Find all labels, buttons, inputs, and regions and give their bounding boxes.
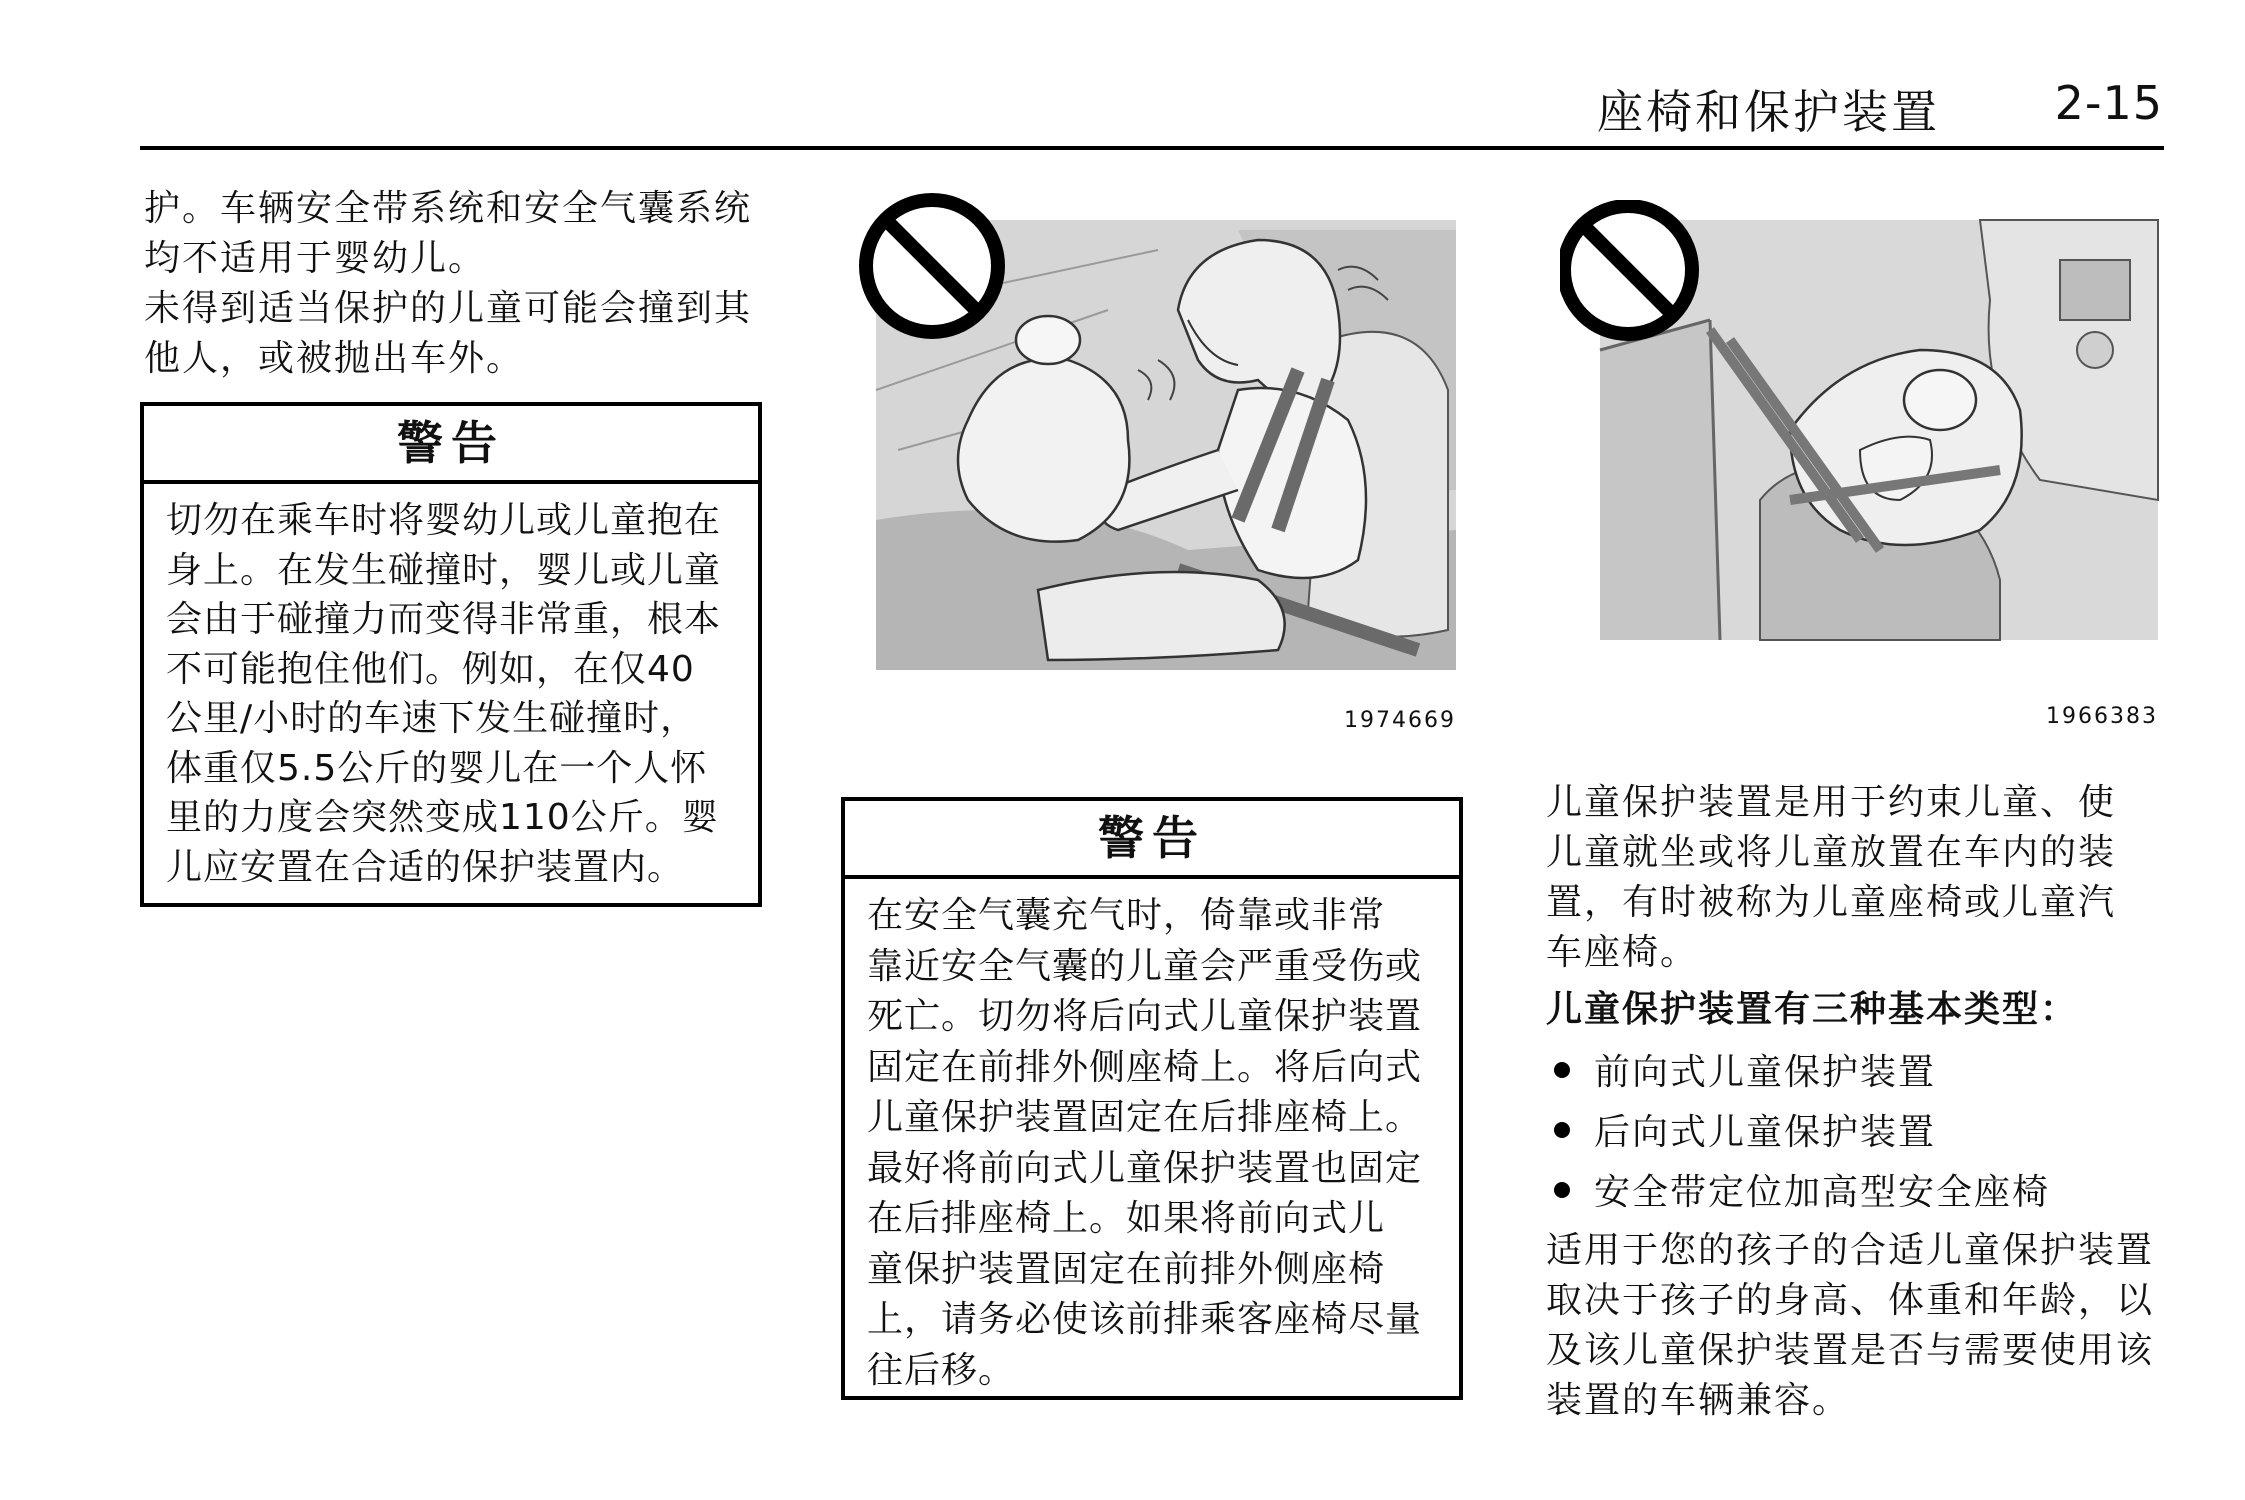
illustration-rear-facing-seat	[1560, 200, 2160, 646]
warning-title: 警告	[144, 406, 758, 484]
warning-text	[144, 484, 758, 892]
text-line: 会由于碰撞力而变得非常重，根本	[166, 599, 722, 640]
text-line: 未得到适当保护的儿童可能会撞到其	[144, 288, 753, 329]
text-line: 均不适用于婴幼儿。	[144, 238, 487, 279]
text-line: 置，有时被称为儿童座椅或儿童汽	[1546, 882, 2117, 923]
text-line: 儿童保护装置是用于约束儿童、使	[1546, 782, 2117, 823]
text-line: 儿应安置在合适的保护装置内。	[166, 846, 685, 888]
text-line: 儿童保护装置固定在后排座椅上。	[867, 1097, 1423, 1138]
text-line: 体重仅5.5公斤的婴儿在一个人怀	[166, 747, 708, 789]
text-line: 适用于您的孩子的合适儿童保护装置	[1546, 1230, 2155, 1271]
text-line: 不可能抱住他们。例如，在仅40	[166, 648, 695, 690]
figure-code: 1974669	[1344, 708, 1456, 733]
bullet-icon	[1554, 1062, 1570, 1078]
warning-box-infant	[140, 402, 762, 907]
bullet-icon	[1554, 1122, 1570, 1138]
warning-box-airbag	[841, 797, 1463, 1400]
text-line: 及该儿童保护装置是否与需要使用该	[1546, 1330, 2155, 1371]
text-line: 儿童就坐或将儿童放置在车内的装	[1546, 832, 2117, 873]
child-restraint-definition	[1546, 778, 2166, 978]
section-title: 座椅和保护装置	[1597, 85, 1940, 139]
text-line: 上，请务必使该前排乘客座椅尽量	[867, 1299, 1423, 1340]
list-item-text: 安全带定位加高型安全座椅	[1594, 1172, 2051, 1213]
text-line: 固定在前排外侧座椅上。将后向式	[867, 1046, 1423, 1088]
list-item-text: 前向式儿童保护装置	[1594, 1052, 1937, 1093]
text-line: 公里/小时的车速下发生碰撞时，	[166, 698, 698, 739]
text-line: 他人，或被抛出车外。	[144, 338, 525, 379]
text-line: 取决于孩子的身高、体重和年龄，以	[1546, 1280, 2155, 1321]
illustration-holding-infant	[858, 190, 1458, 676]
restraint-types-list	[1546, 1048, 2166, 1228]
selection-paragraph	[1546, 1226, 2166, 1426]
text-line: 死亡。切勿将后向式儿童保护装置	[867, 996, 1423, 1037]
list-item	[1546, 1168, 2166, 1228]
text-line: 装置的车辆兼容。	[1546, 1380, 1851, 1421]
text-line: 切勿在乘车时将婴幼儿或儿童抱在	[166, 500, 722, 541]
header-divider	[140, 146, 2164, 150]
text-line: 童保护装置固定在前排外侧座椅	[867, 1248, 1386, 1290]
list-item-text: 后向式儿童保护装置	[1594, 1112, 1937, 1153]
warning-text	[845, 879, 1459, 1396]
intro-paragraph	[144, 184, 784, 384]
warning-title: 警告	[845, 801, 1459, 879]
text-line: 靠近安全气囊的儿童会严重受伤或	[867, 945, 1423, 987]
text-line: 在后排座椅上。如果将前向式儿	[867, 1198, 1386, 1239]
text-line: 身上。在发生碰撞时，婴儿或儿童	[166, 549, 722, 591]
text-line: 往后移。	[867, 1349, 1016, 1391]
list-item	[1546, 1048, 2166, 1108]
text-line: 在安全气囊充气时，倚靠或非常	[867, 895, 1386, 936]
types-heading: 儿童保护装置有三种基本类型：	[1546, 989, 2079, 1030]
text-line: 护。车辆安全带系统和安全气囊系统	[144, 188, 753, 229]
bullet-icon	[1554, 1182, 1570, 1198]
list-item	[1546, 1108, 2166, 1168]
text-line: 最好将前向式儿童保护装置也固定	[867, 1147, 1423, 1189]
text-line: 车座椅。	[1546, 932, 1699, 973]
text-line: 里的力度会突然变成110公斤。婴	[166, 797, 719, 838]
page-number: 2-15	[2054, 76, 2163, 130]
figure-code: 1966383	[2046, 704, 2158, 729]
